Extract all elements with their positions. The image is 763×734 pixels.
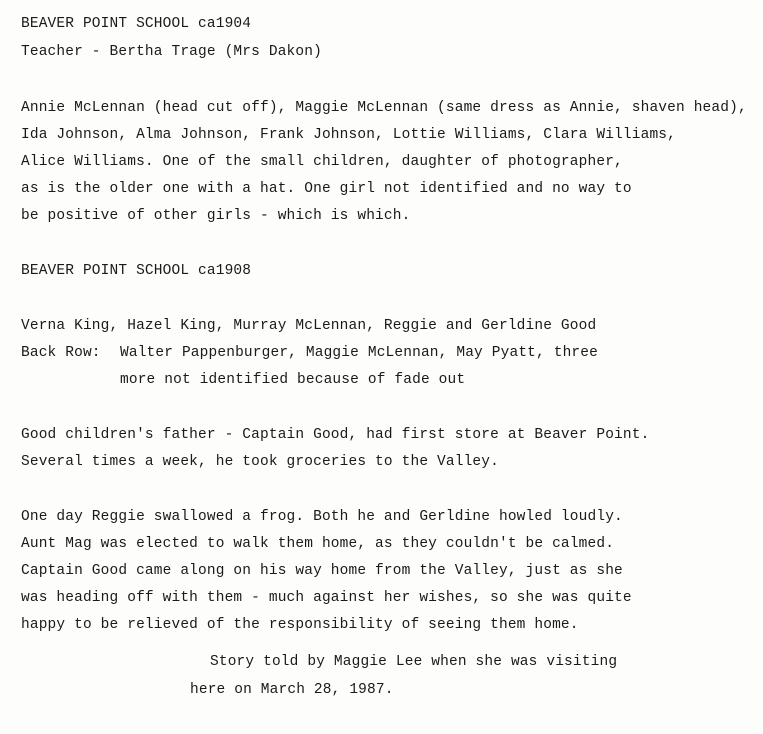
teacher-line: Teacher - Bertha Trage (Mrs Dakon) (21, 44, 322, 60)
section2-heading: BEAVER POINT SCHOOL ca1908 (21, 263, 252, 279)
back-row-line: Walter Pappenburger, Maggie McLennan, May Pyatt, three (120, 345, 598, 361)
back-row-label: Back Row: (21, 345, 101, 361)
paragraph2-line: One day Reggie swallowed a frog. Both he and Gerldine howled loudly. (21, 509, 623, 525)
credit-line: here on March 28, 1987. (190, 682, 394, 698)
paragraph2-line: Captain Good came along on his way home from the Valley, just as she (21, 563, 623, 579)
section1-text-line: Ida Johnson, Alma Johnson, Frank Johnson, Lottie Williams, Clara Williams, (21, 127, 677, 143)
section1-text-line: Alice Williams. One of the small children, daughter of photographer, (21, 154, 623, 170)
section1-text-line: Annie McLennan (head cut off), Maggie McLennan (same dress as Annie, shaven head), (21, 100, 747, 116)
paragraph2-line: was heading off with them - much against her wishes, so she was quite (21, 590, 632, 606)
section1-text-line: as is the older one with a hat. One girl not identified and no way to (21, 181, 632, 197)
section1-text-line: be positive of other girls - which is which. (21, 208, 411, 224)
paragraph1-line: Good children's father - Captain Good, had first store at Beaver Point. (21, 427, 650, 443)
section2-names-line: Verna King, Hazel King, Murray McLennan, Reggie and Gerldine Good (21, 318, 597, 334)
back-row-line: more not identified because of fade out (120, 372, 466, 388)
credit-line: Story told by Maggie Lee when she was visiting (210, 654, 618, 670)
section1-heading: BEAVER POINT SCHOOL ca1904 (21, 16, 252, 32)
paragraph2-line: happy to be relieved of the responsibility of seeing them home. (21, 617, 579, 633)
paragraph1-line: Several times a week, he took groceries to the Valley. (21, 454, 499, 470)
paragraph2-line: Aunt Mag was elected to walk them home, as they couldn't be calmed. (21, 536, 615, 552)
